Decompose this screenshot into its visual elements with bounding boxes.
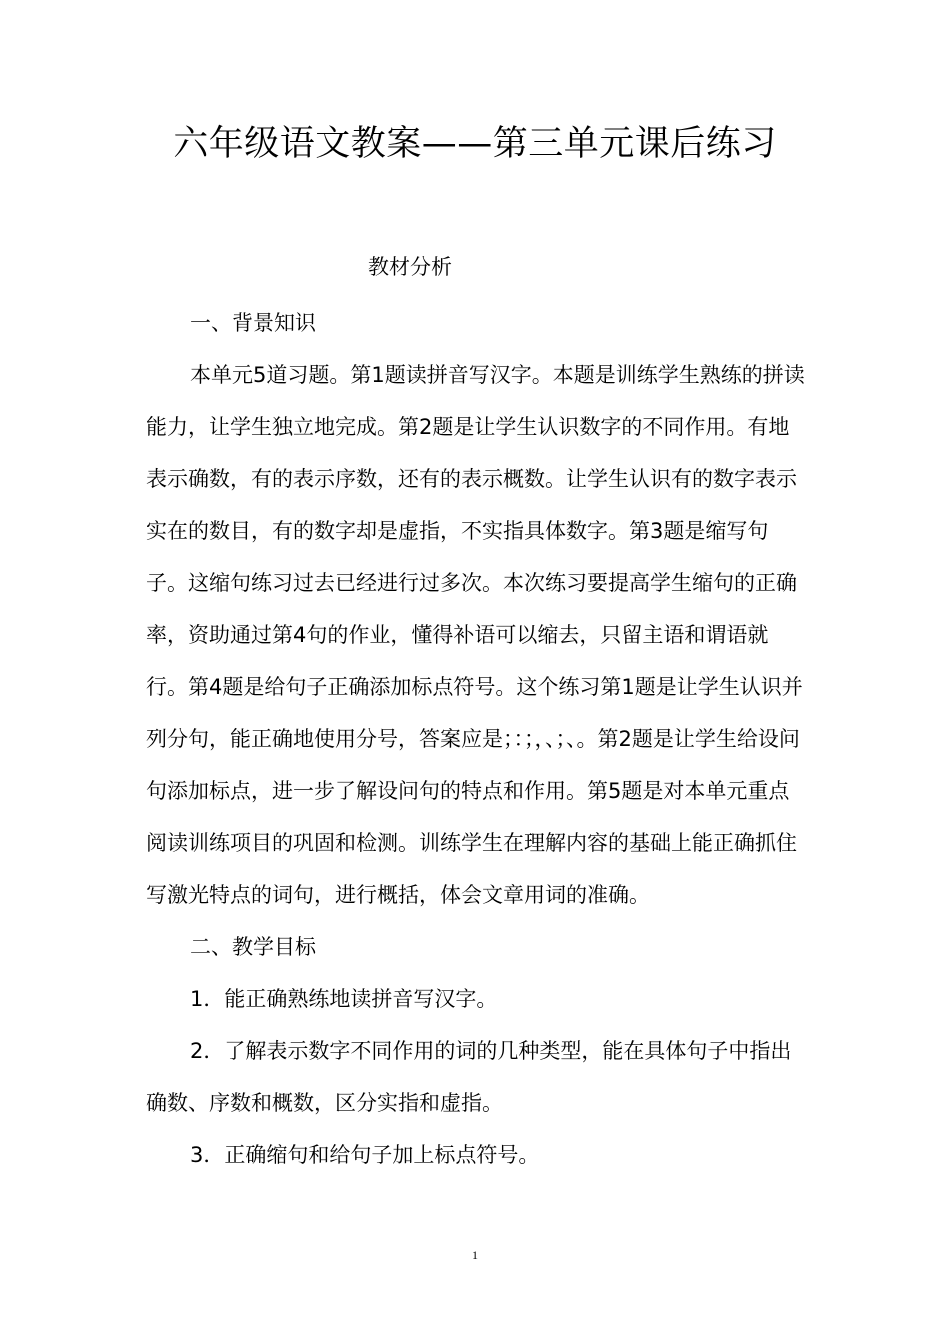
goal-item-2: 2．了解表示数字不同作用的词的几种类型，能在具体句子中指出确数、序数和概数，区分实指和虚指。 xyxy=(146,1039,792,1115)
section1-paragraph: 本单元5道习题。第1题读拼音写汉字。本题是训练学生熟练的拼读能力，让学生独立地完成。第2题是让学生认识数字的不同作用。有地表示确数，有的表示序数，还有的表示概数。让学生认识有的数字表示实在的数目，有的数字却是虚指，不实指具体数字。第3题是缩写句子。这缩句练习过去已经进行过多次。本次练习要提高学生缩句的正确率，资助通过第4句的作业，懂得补语可以缩去，只留主语和谓语就行。第4题是给句子正确添加标点符号。这个练习第1题是让学生认识并列分句，能正确地使用分号，答案应是；：；，、；、。第2题是让学生给设问句添加标点，进一步了解设问句的特点和作用。第5题是对本单元重点阅读训练项目的巩固和检测。训练学生在理解内容的基础上能正确抓住写激光特点的词句，进行概括，体会文章用词的准确。 xyxy=(146,363,805,907)
goal-item-3: 3．正确缩句和给句子加上标点符号。 xyxy=(190,1143,540,1167)
section2-heading: 二、教学目标 xyxy=(190,935,316,959)
subtitle-textbook-analysis: 教材分析 xyxy=(368,255,452,279)
document-body xyxy=(146,297,806,1181)
page-number: 1 xyxy=(472,1248,478,1262)
goal-item-1: 1．能正确熟练地读拼音写汉字。 xyxy=(190,987,498,1011)
document-title: 六年级语文教案——第三单元课后练习 xyxy=(173,124,777,164)
section1-heading: 一、背景知识 xyxy=(190,311,316,335)
